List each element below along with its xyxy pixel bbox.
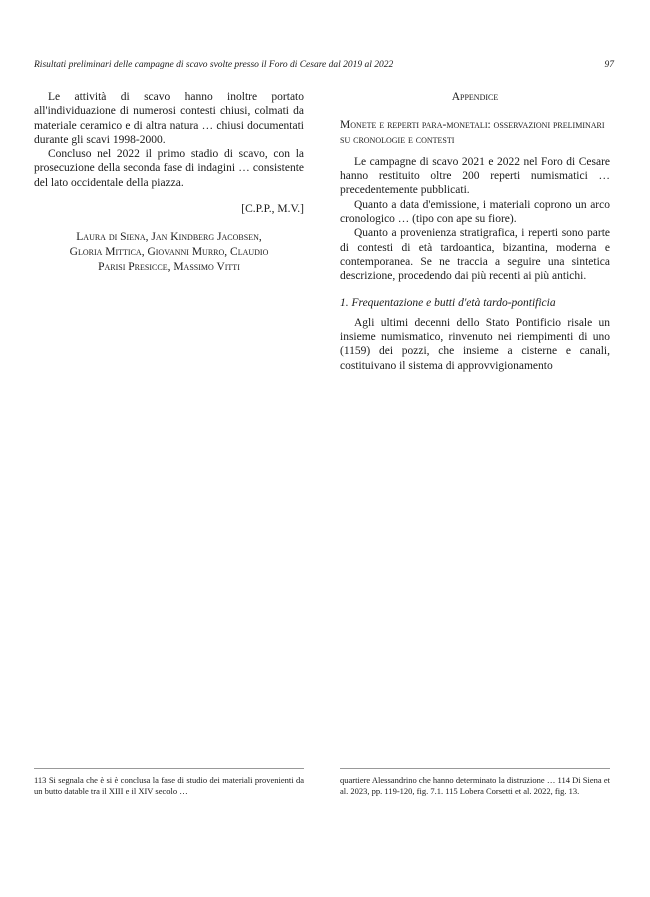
- running-header: [34, 60, 614, 70]
- paragraph: Quanto a data d'emissione, i materiali coprono un arco cronologico … (tipo con ape su fiore).: [340, 198, 610, 226]
- section-heading: 1. Frequentazione e butti d'età tardo-pontificia: [340, 296, 556, 309]
- signature-line: Laura di Siena, Jan Kindberg Jacobsen,: [76, 231, 262, 244]
- signature-line: Gloria Mittica, Giovanni Murro, Claudio: [69, 246, 269, 259]
- footnote-right: quartiere Alessandrino che hanno determinato la distruzione … 114 Di Siena et al. 2023, pp. 119-120, fig. 7.1. 115 Lobera Corsetti et al. 2022, fig. 13.: [340, 768, 610, 796]
- right-column: [340, 90, 610, 373]
- appendix-heading: Monete e reperti para-monetali: osservazioni preliminari su cronologie e contesti: [340, 119, 605, 146]
- paragraph: Agli ultimi decenni dello Stato Pontificio risale un insieme numismatico, rinvenuto nei riempimenti di uno (1159) dei pozzi, che insieme a cisterne e canali, costituivano il sistema di approvvigionamento: [340, 316, 610, 372]
- paragraph: Concluso nel 2022 il primo stadio di scavo, con la prosecuzione della seconda fase di indagini … consistente del lato occidentale della piazza.: [34, 148, 304, 189]
- running-title: Risultati preliminari delle campagne di scavo svolte presso il Foro di Cesare dal 2019 al 2022: [34, 60, 394, 70]
- paragraph: Le campagne di scavo 2021 e 2022 nel Foro di Cesare hanno restituito oltre 200 reperti numismatici … precedentemente pubblicati.: [340, 155, 610, 197]
- paragraph: Quanto a provenienza stratigrafica, i reperti sono parte di contesti di età tardoantica, bizantina, moderna e contemporanea. Se ne traccia a seguire una sintetica descrizione, procedendo dai più recenti ai più antichi.: [340, 227, 610, 283]
- page-number: 97: [604, 60, 614, 70]
- appendix-title: Appendice: [451, 91, 499, 103]
- footnote-left: 113 Si segnala che è si è conclusa la fase di studio dei materiali provenienti da un butto datable tra il XIII e il XIV secolo …: [34, 768, 304, 796]
- author-initials: [C.P.P., M.V.]: [241, 203, 304, 216]
- left-column: [34, 90, 304, 275]
- signature-line: Parisi Presicce, Massimo Vitti: [98, 261, 240, 274]
- author-signature: [34, 230, 304, 275]
- paragraph: Le attività di scavo hanno inoltre portato all'individuazione di numerosi contesti chiusi, colmati da materiale ceramico e di altra natura … chiusi documentati durante gli scavi 1998-2000.: [34, 91, 304, 146]
